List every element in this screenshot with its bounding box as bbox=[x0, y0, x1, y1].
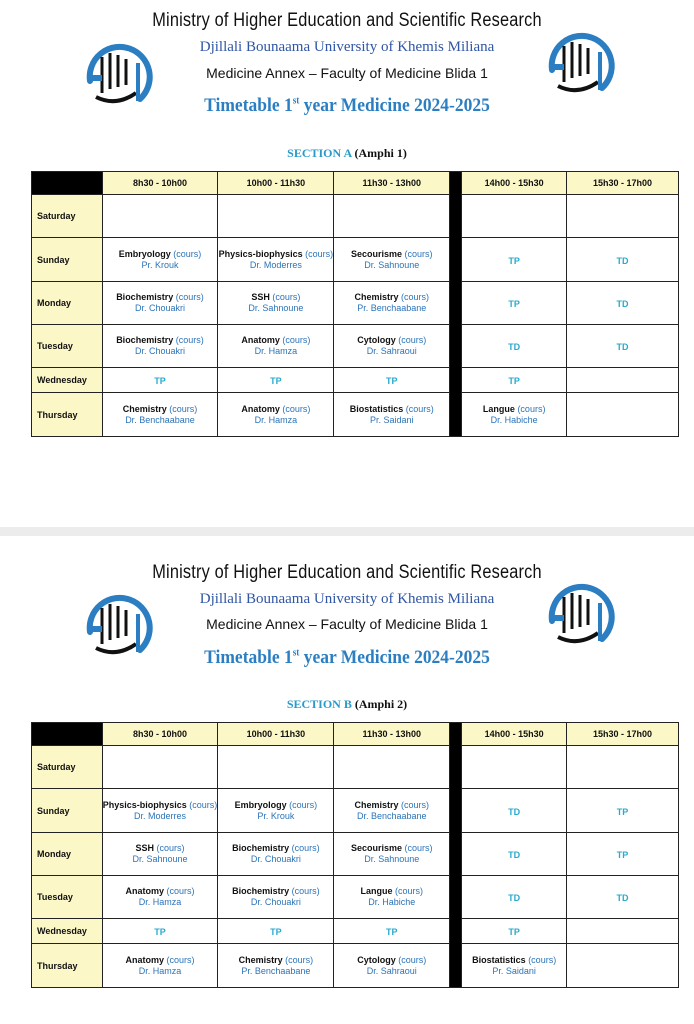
schedule-cell bbox=[567, 393, 679, 437]
course-name: Anatomy bbox=[241, 403, 280, 414]
timetable-title: Timetable 1st year Medicine 2024-2025 bbox=[204, 95, 490, 116]
day-label: Wednesday bbox=[32, 368, 103, 393]
course-name: Chemistry bbox=[238, 954, 283, 965]
schedule-cell bbox=[218, 789, 334, 833]
course-name: Anatomy bbox=[241, 335, 280, 345]
course-type: (cours) bbox=[282, 403, 311, 414]
table-corner-cell bbox=[32, 723, 103, 746]
course-title bbox=[103, 249, 218, 260]
course-title bbox=[462, 404, 566, 415]
course-type: (cours) bbox=[272, 292, 301, 302]
day-label: Tuesday bbox=[32, 876, 103, 919]
session-type-label: TD bbox=[508, 893, 521, 903]
course-name: Biostatistics bbox=[349, 403, 404, 414]
day-label: Sunday bbox=[32, 789, 103, 833]
ministry-title: Ministry of Higher Education and Scientific Research bbox=[152, 562, 542, 583]
schedule-cell bbox=[218, 325, 334, 368]
schedule-cell bbox=[218, 282, 334, 325]
schedule-cell bbox=[462, 368, 567, 393]
time-slot-header: 8h30 - 10h00 bbox=[102, 172, 218, 195]
schedule-cell bbox=[567, 833, 679, 876]
table-row bbox=[32, 195, 679, 238]
course-title bbox=[334, 335, 449, 346]
day-label: Sunday bbox=[32, 238, 103, 282]
course-title bbox=[218, 292, 333, 303]
schedule-cell bbox=[334, 833, 450, 876]
schedule-cell bbox=[334, 238, 450, 282]
table-row bbox=[32, 746, 679, 789]
schedule-cell bbox=[218, 393, 334, 437]
day-label: Saturday bbox=[32, 195, 103, 238]
course-type: (cours) bbox=[291, 843, 320, 853]
course-title bbox=[103, 955, 218, 966]
teacher-name: Dr. Benchaabane bbox=[356, 810, 427, 821]
session-type-label: TP bbox=[154, 927, 166, 937]
course-title bbox=[334, 955, 449, 966]
session-type-label: TP bbox=[616, 850, 629, 860]
schedule-cell bbox=[102, 238, 218, 282]
schedule-cell bbox=[567, 944, 679, 988]
time-slot-header: 14h00 - 15h30 bbox=[462, 172, 567, 195]
session-type-label: TP bbox=[154, 376, 166, 386]
time-slot-header: 8h30 - 10h00 bbox=[102, 723, 218, 746]
schedule-cell bbox=[462, 919, 567, 944]
course-type: (cours) bbox=[175, 335, 204, 345]
teacher-name: Dr. Moderres bbox=[133, 810, 186, 821]
teacher-name: Dr. Chouakri bbox=[134, 303, 185, 313]
course-name: Biochemistry bbox=[116, 335, 174, 345]
table-row bbox=[32, 238, 679, 282]
course-title bbox=[218, 843, 333, 854]
time-slot-header: 11h30 - 13h00 bbox=[334, 172, 450, 195]
day-label: Thursday bbox=[32, 944, 103, 988]
course-title bbox=[103, 335, 218, 346]
session-type-label: TD bbox=[616, 299, 629, 309]
course-type: (cours) bbox=[156, 843, 185, 853]
schedule-cell bbox=[218, 919, 334, 944]
university-logo-icon bbox=[542, 30, 618, 102]
schedule-cell bbox=[567, 195, 679, 238]
session-type-label: TP bbox=[508, 255, 520, 266]
schedule-cell bbox=[567, 368, 679, 393]
day-label: Tuesday bbox=[32, 325, 103, 368]
table-row bbox=[32, 919, 679, 944]
schedule-cell bbox=[334, 393, 450, 437]
teacher-name: Dr. Sahraoui bbox=[366, 346, 417, 356]
schedule-cell bbox=[102, 876, 218, 919]
table-row bbox=[32, 368, 679, 393]
course-name: Anatomy bbox=[125, 886, 164, 896]
table-row bbox=[32, 393, 679, 437]
schedule-cell bbox=[567, 325, 679, 368]
schedule-cell bbox=[462, 746, 567, 789]
schedule-cell bbox=[462, 833, 567, 876]
day-label: Thursday bbox=[32, 393, 103, 437]
course-title bbox=[334, 843, 449, 854]
lunch-break-divider bbox=[450, 172, 462, 437]
course-title bbox=[218, 800, 333, 811]
course-type: (cours) bbox=[398, 954, 427, 965]
schedule-cell bbox=[102, 789, 218, 833]
course-title bbox=[103, 843, 218, 854]
time-slot-header: 10h00 - 11h30 bbox=[218, 723, 334, 746]
course-title bbox=[334, 249, 449, 260]
schedule-cell bbox=[334, 789, 450, 833]
schedule-cell bbox=[567, 789, 679, 833]
section-heading: SECTION B (Amphi 2) bbox=[286, 697, 408, 711]
session-type-label: TP bbox=[386, 376, 398, 386]
course-type: (cours) bbox=[169, 403, 198, 414]
schedule-cell bbox=[334, 944, 450, 988]
teacher-name: Dr. Hamza bbox=[254, 346, 298, 356]
teacher-name: Dr. Hamza bbox=[138, 965, 182, 976]
course-title bbox=[103, 292, 218, 303]
schedule-cell bbox=[218, 833, 334, 876]
session-type-label: TD bbox=[508, 806, 521, 817]
teacher-name: Dr. Chouakri bbox=[250, 854, 301, 864]
schedule-cell bbox=[102, 325, 218, 368]
course-name: Physics-biophysics bbox=[102, 799, 187, 810]
course-type: (cours) bbox=[404, 248, 433, 259]
ministry-title: Ministry of Higher Education and Scientific Research bbox=[152, 10, 542, 31]
university-name: Djillali Bounaama University of Khemis Miliana bbox=[199, 39, 495, 55]
teacher-name: Dr. Chouakri bbox=[250, 897, 301, 907]
teacher-name: Pr. Benchaabane bbox=[241, 965, 311, 976]
time-slot-header: 15h30 - 17h00 bbox=[567, 723, 679, 746]
course-title bbox=[218, 955, 333, 966]
schedule-cell bbox=[567, 282, 679, 325]
course-name: Embryology bbox=[234, 799, 287, 810]
course-name: Anatomy bbox=[125, 954, 164, 965]
day-label: Monday bbox=[32, 282, 103, 325]
session-type-label: TP bbox=[508, 376, 520, 386]
schedule-cell bbox=[102, 944, 218, 988]
time-slot-header: 11h30 - 13h00 bbox=[334, 723, 450, 746]
schedule-cell bbox=[462, 393, 567, 437]
schedule-cell bbox=[102, 282, 218, 325]
course-title bbox=[218, 886, 333, 897]
course-name: Chemistry bbox=[354, 292, 399, 302]
teacher-name: Dr. Hamza bbox=[138, 897, 182, 907]
course-title bbox=[103, 800, 218, 811]
teacher-name: Dr. Sahnoune bbox=[364, 854, 420, 864]
session-type-label: TD bbox=[616, 255, 629, 266]
schedule-cell bbox=[462, 282, 567, 325]
course-type: (cours) bbox=[404, 843, 433, 853]
schedule-cell bbox=[462, 195, 567, 238]
course-type: (cours) bbox=[305, 248, 334, 259]
schedule-cell bbox=[102, 195, 218, 238]
course-type: (cours) bbox=[175, 292, 204, 302]
course-name: Biostatistics bbox=[472, 954, 526, 965]
course-type: (cours) bbox=[528, 954, 557, 965]
table-row bbox=[32, 876, 679, 919]
course-type: (cours) bbox=[166, 954, 195, 965]
time-slot-header: 14h00 - 15h30 bbox=[462, 723, 567, 746]
university-logo-icon bbox=[80, 41, 156, 113]
timetable-section-a bbox=[31, 171, 679, 437]
schedule-cell bbox=[102, 393, 218, 437]
schedule-cell bbox=[218, 944, 334, 988]
schedule-cell bbox=[567, 919, 679, 944]
course-name: Secourisme bbox=[350, 843, 402, 853]
course-name: Langue bbox=[360, 886, 393, 896]
session-type-label: TP bbox=[386, 927, 398, 937]
course-name: SSH bbox=[251, 292, 270, 302]
schedule-cell bbox=[218, 195, 334, 238]
page-section-b bbox=[0, 536, 694, 1024]
teacher-name: Pr. Krouk bbox=[141, 259, 179, 270]
schedule-cell bbox=[218, 876, 334, 919]
session-type-label: TP bbox=[616, 806, 629, 817]
teacher-name: Dr. Moderres bbox=[249, 259, 302, 270]
table-row bbox=[32, 789, 679, 833]
course-type: (cours) bbox=[173, 248, 202, 259]
timetable-section-b bbox=[31, 722, 679, 988]
teacher-name: Dr. Hamza bbox=[254, 414, 298, 425]
table-row bbox=[32, 833, 679, 876]
timetable-title: Timetable 1st year Medicine 2024-2025 bbox=[204, 647, 490, 668]
schedule-cell bbox=[102, 368, 218, 393]
teacher-name: Dr. Sahraoui bbox=[366, 965, 417, 976]
teacher-name: Dr. Habiche bbox=[490, 414, 538, 425]
time-slot-header: 10h00 - 11h30 bbox=[218, 172, 334, 195]
teacher-name: Dr. Sahnoune bbox=[248, 303, 304, 313]
table-row bbox=[32, 325, 679, 368]
schedule-cell bbox=[334, 368, 450, 393]
course-type: (cours) bbox=[401, 292, 430, 302]
session-type-label: TD bbox=[616, 342, 629, 352]
university-name: Djillali Bounaama University of Khemis Miliana bbox=[199, 591, 495, 607]
schedule-cell bbox=[218, 238, 334, 282]
course-name: SSH bbox=[135, 843, 154, 853]
course-title bbox=[103, 404, 218, 415]
session-type-label: TP bbox=[508, 299, 520, 309]
schedule-cell bbox=[334, 195, 450, 238]
course-title bbox=[334, 800, 449, 811]
schedule-cell bbox=[102, 833, 218, 876]
course-type: (cours) bbox=[289, 799, 318, 810]
session-type-label: TD bbox=[508, 342, 521, 352]
schedule-cell bbox=[334, 746, 450, 789]
teacher-name: Dr. Sahnoune bbox=[132, 854, 188, 864]
schedule-cell bbox=[218, 368, 334, 393]
day-label: Saturday bbox=[32, 746, 103, 789]
session-type-label: TP bbox=[508, 927, 520, 937]
session-type-label: TD bbox=[616, 893, 629, 903]
day-label: Monday bbox=[32, 833, 103, 876]
course-name: Cytology bbox=[357, 335, 396, 345]
course-type: (cours) bbox=[291, 886, 320, 896]
course-type: (cours) bbox=[398, 335, 427, 345]
schedule-cell bbox=[462, 325, 567, 368]
course-name: Biochemistry bbox=[232, 886, 290, 896]
table-row bbox=[32, 944, 679, 988]
course-name: Chemistry bbox=[122, 403, 167, 414]
course-type: (cours) bbox=[405, 403, 434, 414]
teacher-name: Pr. Saidani bbox=[492, 965, 536, 976]
day-label: Wednesday bbox=[32, 919, 103, 944]
schedule-cell bbox=[462, 238, 567, 282]
course-title bbox=[218, 335, 333, 346]
university-logo-icon bbox=[80, 592, 156, 664]
schedule-cell bbox=[334, 325, 450, 368]
annex-name: Medicine Annex – Faculty of Medicine Blida 1 bbox=[206, 65, 488, 81]
schedule-cell bbox=[102, 746, 218, 789]
course-type: (cours) bbox=[285, 954, 314, 965]
course-type: (cours) bbox=[517, 403, 546, 414]
schedule-cell bbox=[218, 746, 334, 789]
schedule-cell bbox=[462, 789, 567, 833]
section-heading: SECTION A (Amphi 1) bbox=[287, 146, 407, 160]
time-slot-header: 15h30 - 17h00 bbox=[567, 172, 679, 195]
lunch-break-divider bbox=[450, 723, 462, 988]
schedule-cell bbox=[334, 919, 450, 944]
teacher-name: Dr. Habiche bbox=[368, 897, 416, 907]
schedule-cell bbox=[462, 944, 567, 988]
teacher-name: Dr. Chouakri bbox=[134, 346, 185, 356]
teacher-name: Dr. Benchaabane bbox=[125, 414, 195, 425]
schedule-cell bbox=[462, 876, 567, 919]
course-title bbox=[334, 404, 449, 415]
course-name: Chemistry bbox=[354, 799, 399, 810]
teacher-name: Pr. Benchaabane bbox=[357, 303, 427, 313]
course-name: Physics-biophysics bbox=[218, 248, 303, 259]
course-name: Biochemistry bbox=[116, 292, 174, 302]
schedule-cell bbox=[334, 282, 450, 325]
schedule-cell bbox=[567, 746, 679, 789]
table-header-row bbox=[32, 172, 679, 195]
course-name: Cytology bbox=[357, 954, 396, 965]
schedule-cell bbox=[334, 876, 450, 919]
course-name: Biochemistry bbox=[232, 843, 290, 853]
course-type: (cours) bbox=[401, 799, 430, 810]
course-type: (cours) bbox=[189, 799, 218, 810]
table-row bbox=[32, 282, 679, 325]
teacher-name: Dr. Sahnoune bbox=[364, 259, 420, 270]
course-name: Secourisme bbox=[350, 248, 402, 259]
schedule-cell bbox=[567, 238, 679, 282]
university-logo-icon bbox=[542, 581, 618, 653]
course-title bbox=[334, 292, 449, 303]
course-type: (cours) bbox=[395, 886, 424, 896]
course-title bbox=[462, 955, 566, 966]
course-title bbox=[218, 249, 333, 260]
course-type: (cours) bbox=[166, 886, 195, 896]
teacher-name: Pr. Krouk bbox=[257, 810, 295, 821]
course-title bbox=[334, 886, 449, 897]
course-type: (cours) bbox=[282, 335, 311, 345]
course-name: Langue bbox=[482, 403, 515, 414]
session-type-label: TP bbox=[270, 927, 282, 937]
schedule-cell bbox=[567, 876, 679, 919]
teacher-name: Pr. Saidani bbox=[369, 414, 414, 425]
course-title bbox=[218, 404, 333, 415]
session-type-label: TD bbox=[508, 850, 521, 860]
annex-name: Medicine Annex – Faculty of Medicine Blida 1 bbox=[206, 616, 488, 632]
course-title bbox=[103, 886, 218, 897]
table-corner-cell bbox=[32, 172, 103, 195]
course-name: Embryology bbox=[118, 248, 171, 259]
table-header-row bbox=[32, 723, 679, 746]
schedule-cell bbox=[102, 919, 218, 944]
session-type-label: TP bbox=[270, 376, 282, 386]
